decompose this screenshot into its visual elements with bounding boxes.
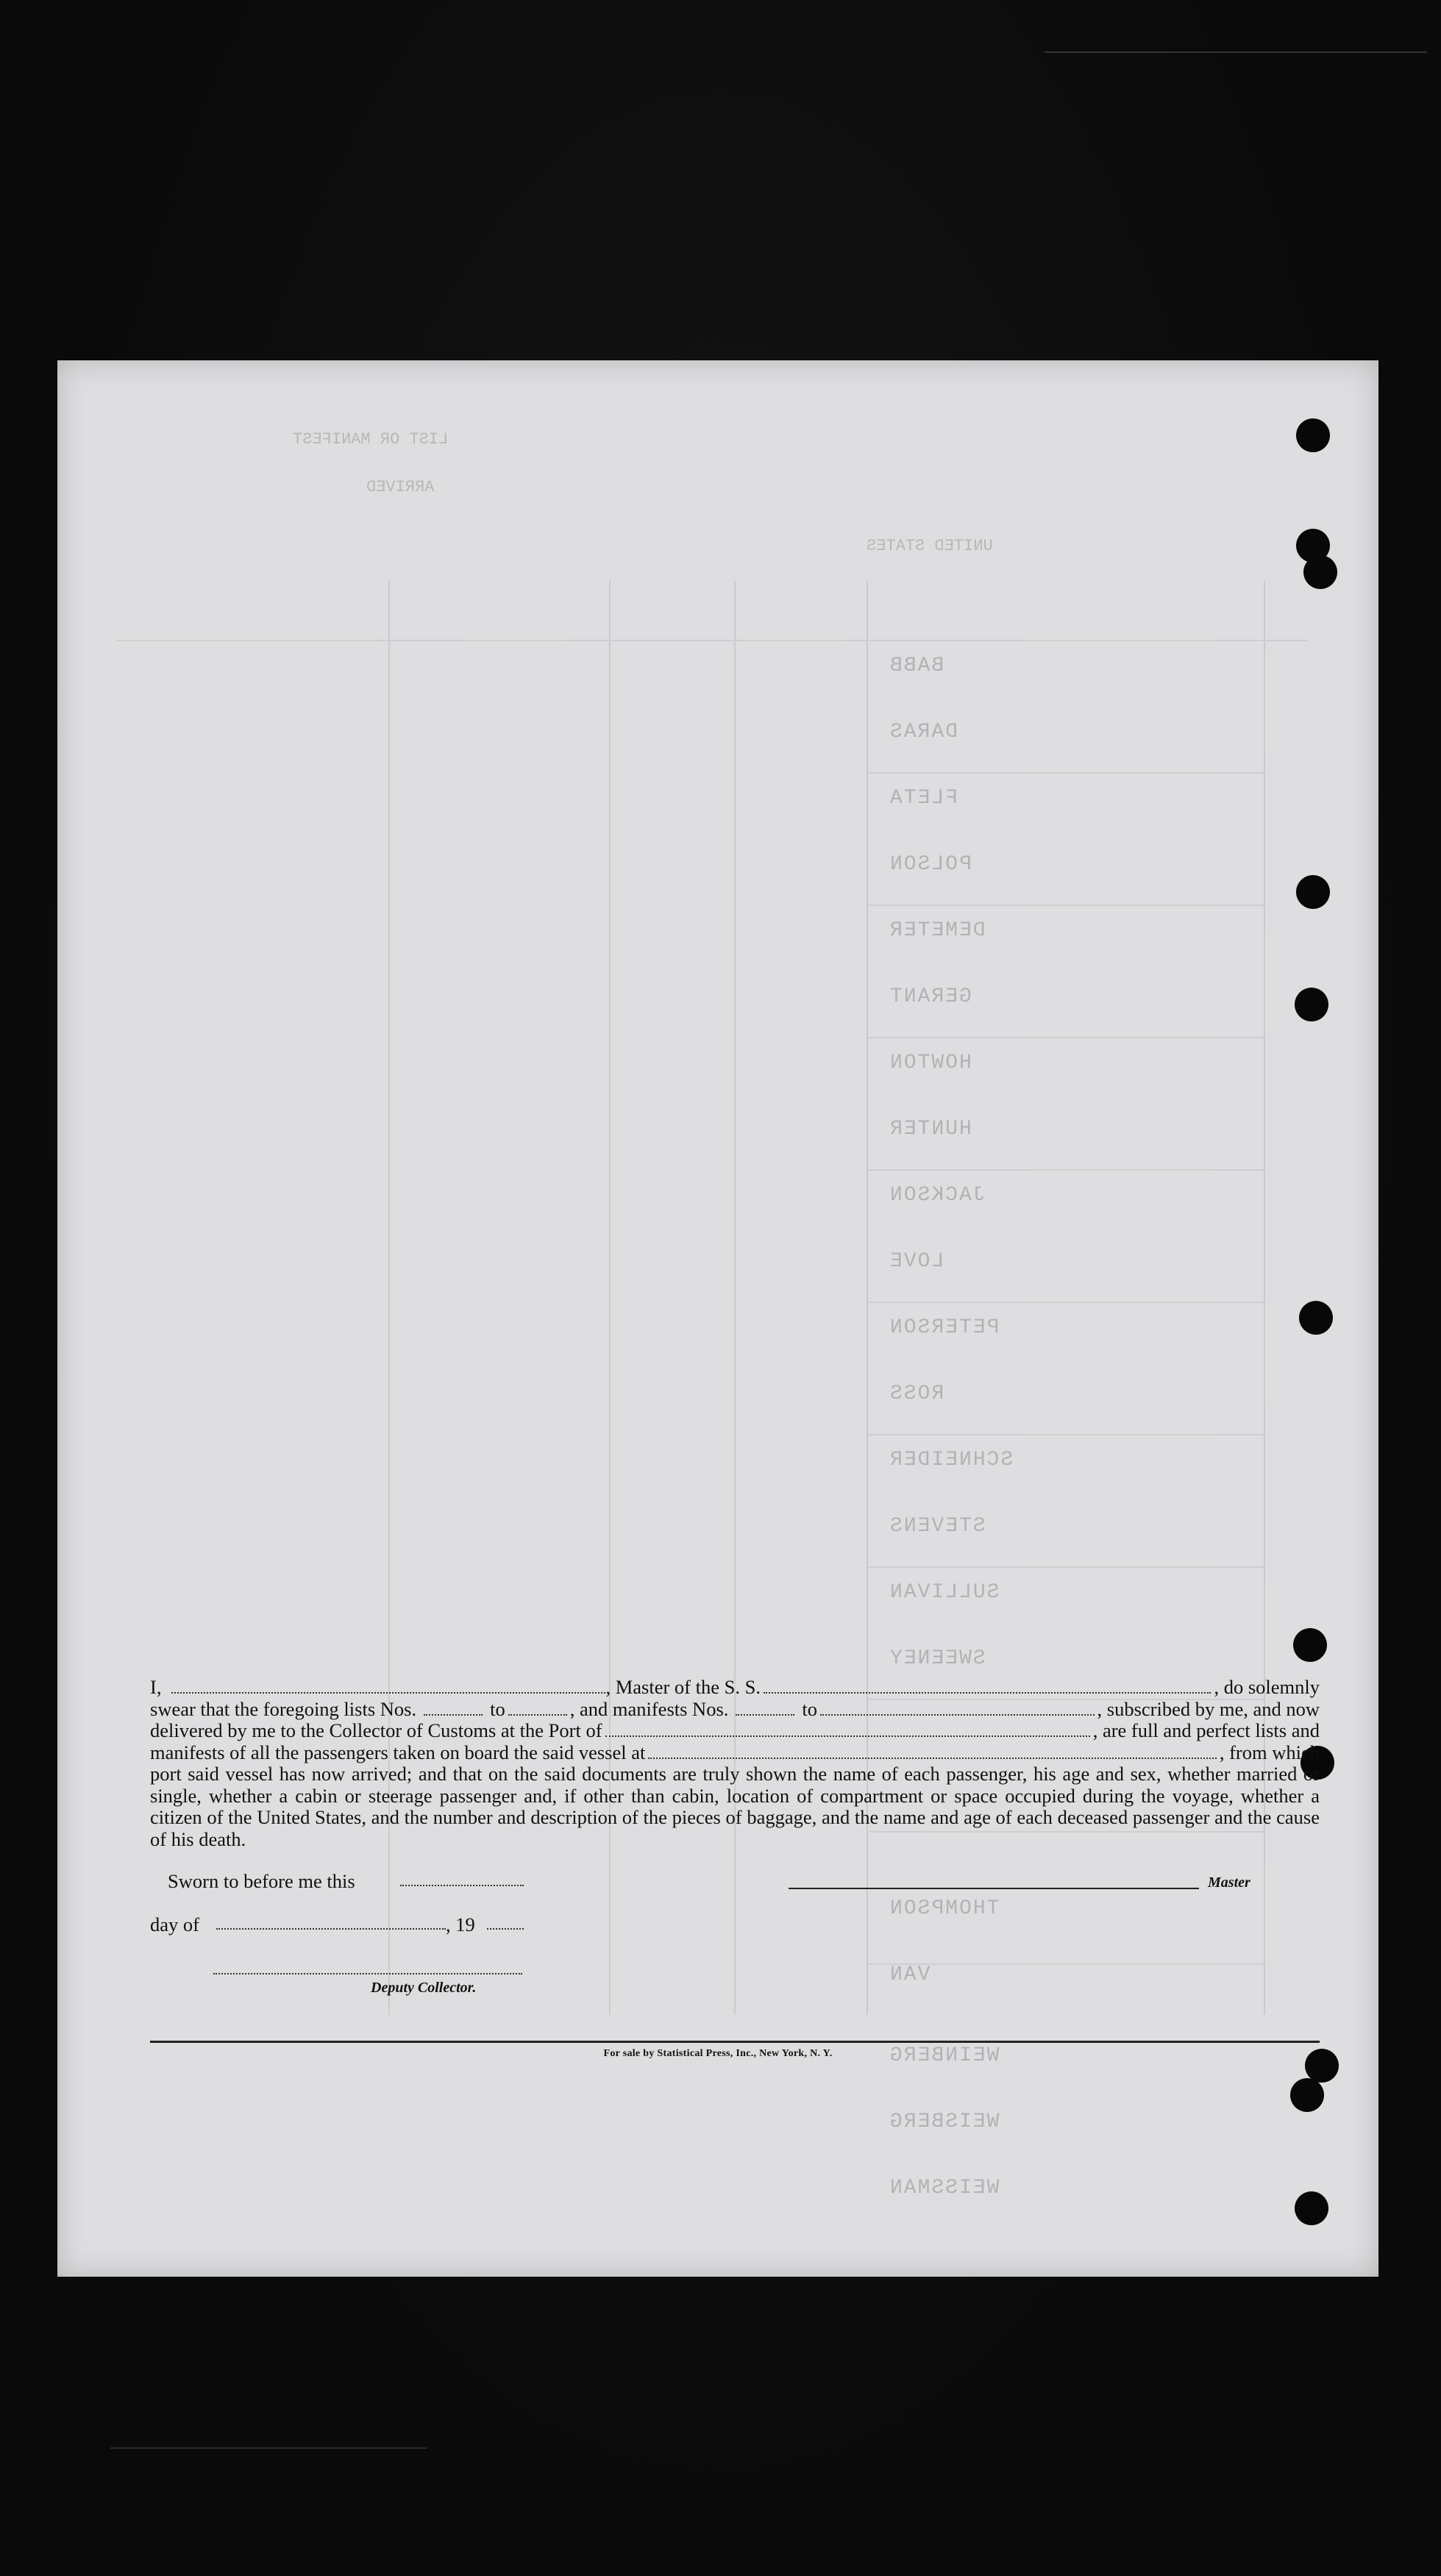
oath-master-of-ss: , Master of the S. S.: [605, 1676, 761, 1698]
lists-to-blank: [508, 1699, 567, 1716]
master-label: Master: [1208, 1874, 1250, 1891]
day-of-blank: [216, 1928, 446, 1930]
master-oath-paragraph: [150, 1677, 1320, 1850]
sworn-date-blank: [400, 1885, 524, 1886]
punch-hole: [1290, 2078, 1324, 2112]
oath-i: I,: [150, 1676, 162, 1698]
punch-hole: [1299, 1301, 1333, 1335]
oath-to-1: to: [490, 1697, 505, 1720]
punch-hole: [1293, 1628, 1327, 1662]
deputy-collector-label: Deputy Collector.: [371, 1980, 477, 1996]
manifests-to-blank: [820, 1699, 1094, 1716]
oath-line-3: [150, 1720, 1320, 1742]
oath-swear-lists: swear that the foregoing lists Nos.: [150, 1697, 417, 1720]
punch-hole: [1295, 2191, 1328, 2225]
oath-and-manifests: , and manifests Nos.: [569, 1697, 729, 1720]
port-blank: [605, 1721, 1090, 1737]
footer-rule: [150, 2041, 1320, 2043]
oath-to-2: to: [802, 1697, 818, 1720]
oath-full-perfect: , are full and perfect lists and: [1092, 1719, 1320, 1741]
lists-from-blank: [424, 1699, 483, 1716]
oath-line-1: [150, 1677, 1320, 1699]
film-scratch: [1045, 51, 1427, 53]
oath-from-which: , from which: [1219, 1741, 1320, 1763]
punch-hole: [1295, 988, 1328, 1021]
bleed-through-reverse: LIST OR MANIFEST ARRIVED UNITED STATES BABB DARAS FLETA POLSON DEMETER GERANT HOWTON HUNTER JACKSON LOVE PETERSON ROSS SCHNEIDER STEVENS SULLIVAN SWEENEY THOMPSON VAN WEINBERG WEISBERG WEISSMAN: [57, 360, 1378, 2277]
oath-subscribed: , subscribed by me, and now: [1097, 1697, 1320, 1720]
oath-line-2: [150, 1699, 1320, 1721]
punch-hole: [1303, 555, 1337, 589]
manifests-from-blank: [736, 1699, 794, 1716]
year-blank: [487, 1928, 524, 1930]
oath-line-4: [150, 1742, 1320, 1764]
master-name-blank: [171, 1677, 605, 1694]
oath-body: port said vessel has now arrived; and that on the said documents are truly shown the name of each passenger, his age and sex, whether married or single, whether a cabin or steerage passenger and, if other than cabin, location of compartment or space occupied during the voyage, whether a citizen of the United States, and the number and description of the pieces of baggage, and the name and age of each deceased passenger and the cause of his death.: [150, 1763, 1320, 1850]
film-scratch: [110, 2447, 427, 2449]
sworn-label: Sworn to before me this: [168, 1870, 355, 1892]
day-of-label: day of: [150, 1913, 199, 1935]
master-signature-line: [789, 1888, 1199, 1889]
vessel-name-blank: [764, 1677, 1211, 1694]
oath-delivered: delivered by me to the Collector of Customs at the Port of: [150, 1719, 602, 1741]
departure-port-blank: [648, 1743, 1217, 1759]
punch-hole: [1296, 875, 1330, 909]
printer-imprint: For sale by Statistical Press, Inc., New York, N. Y.: [603, 2048, 833, 2059]
deputy-signature-blank: [213, 1973, 522, 1974]
manifest-page: [57, 360, 1378, 2277]
year-prefix: , 19: [446, 1913, 475, 1935]
oath-manifests-taken: manifests of all the passengers taken on board the said vessel at: [150, 1741, 646, 1763]
oath-do-solemnly: , do solemnly: [1214, 1676, 1320, 1698]
punch-hole: [1296, 418, 1330, 452]
